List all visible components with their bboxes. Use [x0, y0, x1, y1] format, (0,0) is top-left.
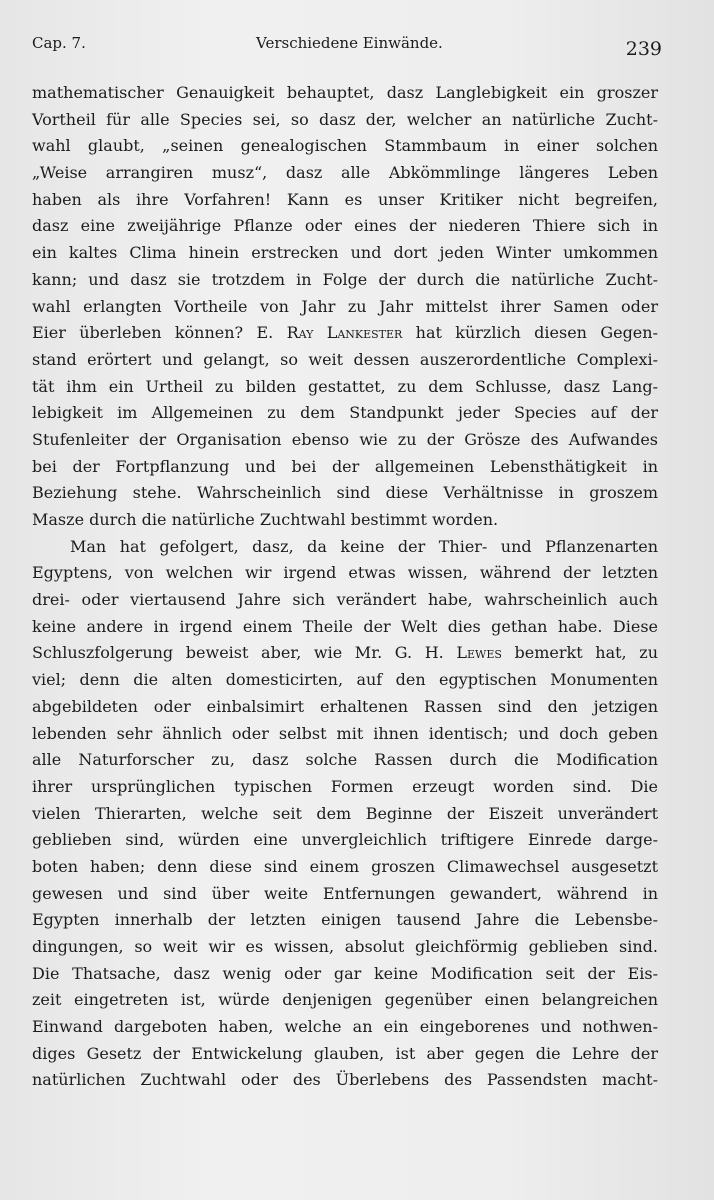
text-line [32, 801, 658, 828]
text-line [32, 347, 658, 374]
text-line [32, 374, 658, 401]
text-segment: haben als ihre Vorfahren! Kann es unser Kritiker nicht begreifen, [32, 189, 658, 209]
text-segment: stand erörtert und gelangt, so weit dessen auszerordentliche Complexi- [32, 349, 658, 369]
text-segment: lebigkeit im Allgemeinen zu dem Standpunkt jeder Species auf der [32, 403, 658, 423]
text-segment: Die Thatsache, dasz wenig oder gar keine Modification seit der Eis- [32, 963, 658, 983]
body-text [32, 80, 658, 1094]
author-name: Ray Lankester [286, 323, 403, 343]
text-line [32, 560, 658, 587]
text-segment: mathematischer Genauigkeit behauptet, dasz Langlebigkeit ein groszer [32, 83, 658, 102]
text-line [32, 747, 658, 774]
text-line [32, 454, 658, 481]
text-segment: wahl erlangten Vortheile von Jahr zu Jahr mittelst ihrer Samen oder [32, 296, 658, 316]
running-header [32, 34, 662, 62]
text-line [32, 694, 658, 721]
text-segment: Beziehung stehe. Wahrscheinlich sind diese Verhältnisse in groszem [32, 483, 658, 503]
text-line [32, 987, 658, 1014]
text-segment: ihrer ursprünglichen typischen Formen erzeugt worden sind. Die [32, 776, 658, 796]
text-segment: Egypten innerhalb der letzten einigen tausend Jahre die Lebensbe- [32, 910, 658, 930]
text-segment: bei der Fortpflanzung und bei der allgemeinen Lebensthätigkeit in [32, 456, 658, 476]
text-line [32, 640, 658, 667]
text-segment: dingungen, so weit wir es wissen, absolut gleichförmig geblieben sind. [32, 937, 658, 956]
text-segment: Man hat gefolgert, dasz, da keine der Thier- und Pflanzenarten [70, 536, 658, 556]
text-line [32, 961, 658, 988]
text-line [32, 480, 658, 507]
text-segment: Masze durch die natürliche Zuchtwahl bestimmt worden. [32, 510, 499, 529]
text-line [32, 721, 658, 748]
text-segment: lebenden sehr ähnlich oder selbst mit ihnen identisch; und doch geben [32, 723, 658, 743]
text-segment: vielen Thierarten, welche seit dem Beginne der Eiszeit unverändert [32, 803, 658, 823]
text-segment: abgebildeten oder einbalsimirt erhaltenen Rassen sind den jetzigen [32, 696, 658, 716]
text-line [32, 320, 658, 347]
text-line [32, 400, 658, 427]
text-segment: keine andere in irgend einem Theile der Welt dies gethan habe. Diese [32, 616, 658, 636]
text-segment: alle Naturforscher zu, dasz solche Rassen durch die Modification [32, 750, 658, 770]
text-segment: Vortheil für alle Species sei, so dasz der, welcher an natürliche Zucht- [32, 109, 658, 129]
text-segment: zeit eingetreten ist, würde denjenigen gegenüber einen belangreichen [32, 990, 658, 1010]
text-segment: diges Gesetz der Entwickelung glauben, ist aber gegen die Lehre der [32, 1043, 658, 1063]
text-segment: dasz eine zweijährige Pflanze oder eines der niederen Thiere sich in [32, 216, 658, 236]
text-line [32, 1041, 658, 1068]
text-segment: drei- oder viertausend Jahre sich verändert habe, wahrscheinlich auch [32, 590, 658, 610]
page-number: 239 [625, 38, 662, 60]
text-line [32, 107, 658, 134]
text-line [32, 187, 658, 214]
text-line [32, 1014, 658, 1041]
text-line [32, 160, 658, 187]
text-segment: Einwand dargeboten haben, welche an ein eingeborenes und nothwen- [32, 1017, 658, 1037]
author-name: Lewes [456, 643, 502, 663]
text-segment: boten haben; denn diese sind einem groszen Climawechsel ausgesetzt [32, 856, 658, 876]
text-segment: ein kaltes Clima hinein erstrecken und dort jeden Winter umkommen [32, 243, 658, 263]
text-line [32, 267, 658, 294]
text-line [32, 80, 658, 107]
text-line [32, 133, 658, 160]
text-line [32, 907, 658, 934]
chapter-label: Cap. 7. [32, 34, 86, 52]
text-segment: natürlichen Zuchtwahl oder des Überlebens des Passendsten macht- [32, 1070, 658, 1090]
text-line [32, 774, 658, 801]
text-segment: bemerkt hat, zu [501, 643, 658, 663]
running-title: Verschiedene Einwände. [256, 34, 443, 52]
text-line [32, 213, 658, 240]
text-line [32, 854, 658, 881]
text-segment: kann; und dasz sie trotzdem in Folge der durch die natürliche Zucht- [32, 269, 658, 289]
text-line [32, 934, 658, 961]
text-segment: hat kürzlich diesen Gegen- [402, 323, 658, 343]
text-line [32, 667, 658, 694]
text-line [32, 1067, 658, 1094]
text-segment: wahl glaubt, „seinen genealogischen Stammbaum in einer solchen [32, 136, 658, 156]
text-segment: geblieben sind, würden eine unvergleichlich triftigere Einrede darge- [32, 830, 658, 850]
text-segment: gewesen und sind über weite Entfernungen gewandert, während in [32, 883, 658, 903]
text-segment: Stufenleiter der Organisation ebenso wie zu der Grösze des Aufwandes [32, 429, 658, 449]
text-segment: viel; denn die alten domesticirten, auf den egyptischen Monumenten [32, 670, 658, 690]
text-line [32, 427, 658, 454]
text-line [32, 507, 658, 534]
text-line [32, 587, 658, 614]
text-line [32, 240, 658, 267]
text-segment: Eier überleben können? E. [32, 323, 287, 343]
text-line [32, 827, 658, 854]
text-line [32, 614, 658, 641]
text-segment: tät ihm ein Urtheil zu bilden gestattet, zu dem Schlusse, dasz Lang- [32, 376, 658, 396]
text-segment: Schluszfolgerung beweist aber, wie Mr. G. H. [32, 643, 457, 663]
text-segment: Egyptens, von welchen wir irgend etwas wissen, während der letzten [32, 563, 658, 583]
text-line [32, 881, 658, 908]
text-line [32, 294, 658, 321]
text-line [32, 534, 658, 561]
text-segment: „Weise arrangiren musz“, dasz alle Abkömmlinge längeres Leben [32, 163, 658, 183]
